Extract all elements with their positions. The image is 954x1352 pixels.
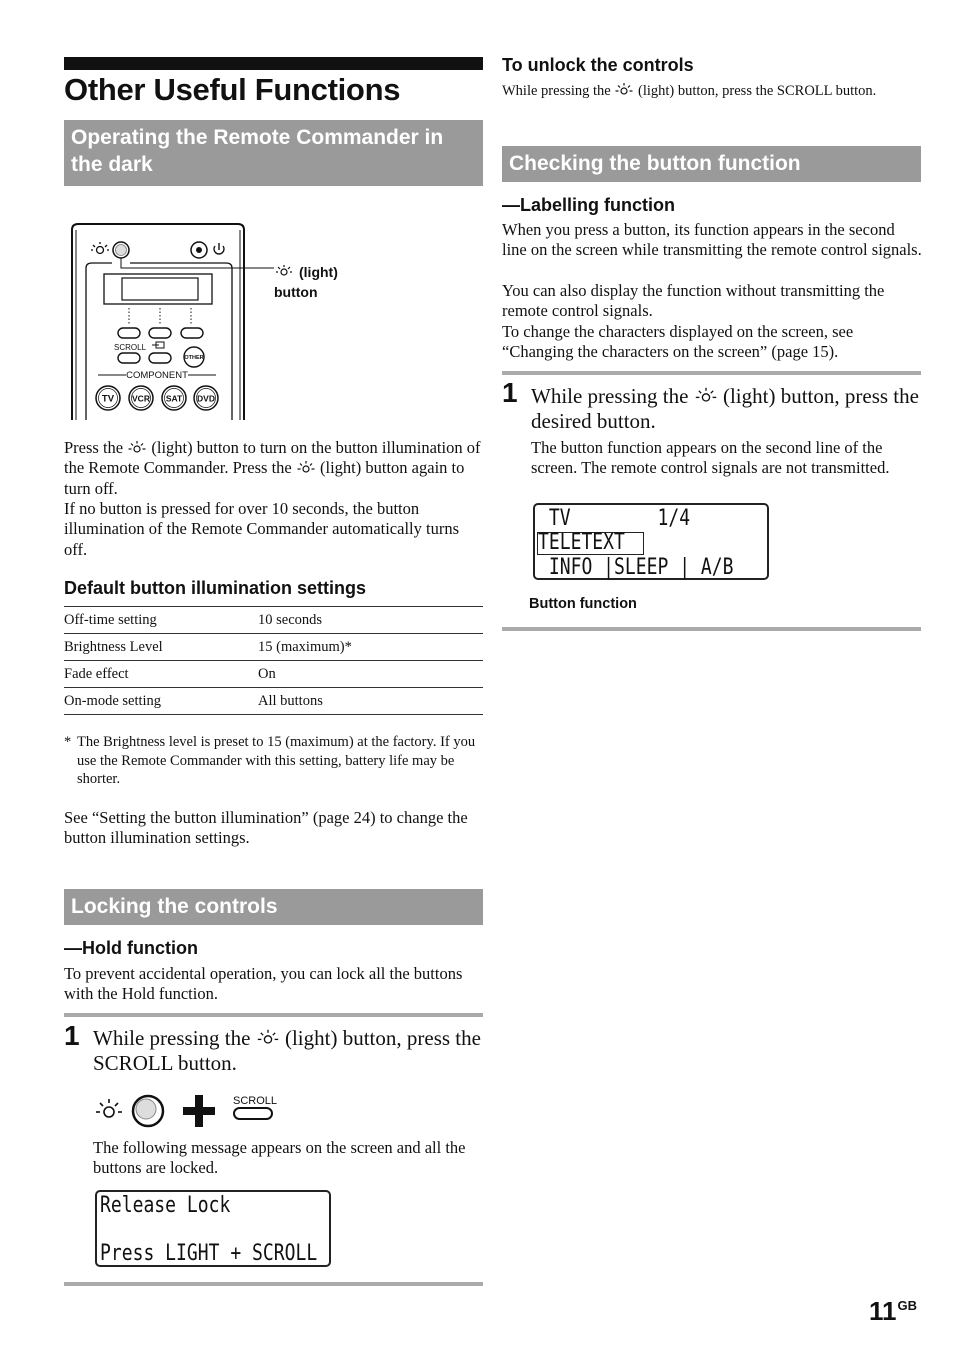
fig-btn-tv: TV (101, 393, 115, 405)
fig-btn-sat: SAT (165, 393, 183, 404)
lcd-caption: Button function (529, 596, 637, 612)
fig-other-label: OTHER (184, 355, 204, 361)
power-icon (214, 243, 224, 254)
scroll-label: SCROLL (233, 1095, 278, 1107)
label-light-icon (276, 265, 292, 275)
footnote-mark: * (64, 734, 72, 750)
footnote: The Brightness level is preset to 15 (maximum) at the factory. If you use the Remote Commander with this setting, battery life may be shorter. (77, 734, 476, 787)
divider (502, 371, 921, 375)
dark-para-1: Press the (light) button to turn on the button illumination of the Remote Commander. Press the (light) button again to turn off. (64, 438, 481, 498)
table-row: Brightness Level 15 (maximum)* (64, 634, 483, 661)
light-icon (614, 81, 634, 97)
lcd-line-2: TELETEXT (538, 530, 625, 555)
light-icon (91, 242, 109, 254)
check-para-1: When you press a button, its function appears in the second line on the screen while transmitting the remote control signals. (502, 220, 922, 260)
fig-button-label: button (274, 284, 318, 300)
unlock-text: While pressing the (light) button, press the SCROLL button. (502, 83, 877, 99)
labelling-subheading: —Labelling function (502, 195, 675, 215)
lcd-line-2: Press LIGHT + SCROLL (100, 1241, 318, 1266)
page-number: $11^{GB}$ (869, 1296, 917, 1326)
table-row: Fade effect On (64, 661, 483, 688)
fig-light-label: (light) (299, 264, 338, 280)
page-title: Other Useful Functions (64, 72, 401, 107)
check-step-text: While pressing the (light) button, press the desired button. (531, 384, 919, 433)
plus-icon (183, 1095, 215, 1127)
fig-scroll-label: SCROLL (114, 343, 147, 352)
see-para: See “Setting the button illumination” (page 24) to change the button illumination settings. (64, 808, 468, 848)
divider (64, 1013, 483, 1017)
light-icon (256, 1027, 280, 1047)
title-bar (64, 57, 483, 70)
light-icon (127, 439, 147, 455)
remote-illustration (64, 218, 364, 423)
fig-btn-vcr: VCR (132, 393, 150, 404)
input-icon (152, 342, 164, 348)
step-number: 1 (64, 1020, 80, 1051)
light-plus-scroll-figure (93, 1088, 283, 1132)
divider (64, 1282, 483, 1286)
fig-btn-dvd: DVD (197, 393, 215, 404)
section-heading-check: Checking the button function (502, 146, 921, 182)
section-heading-lock: Locking the controls (64, 889, 483, 925)
function-lcd (533, 503, 769, 580)
dark-para-2: If no button is pressed for over 10 seconds, the button illumination of the Remote Commander automatically turns off. (64, 499, 460, 559)
lcd-line-1: TV 1/4 (538, 506, 691, 531)
lock-step-text: While pressing the (light) button, press the SCROLL button. (93, 1026, 481, 1075)
table-row: Off-time setting 10 seconds (64, 607, 483, 634)
light-icon (694, 385, 718, 405)
lock-lcd (95, 1190, 331, 1267)
divider (502, 627, 921, 631)
light-icon (96, 1099, 122, 1117)
settings-table (64, 606, 483, 715)
lock-after: The following message appears on the screen and all the buttons are locked. (93, 1138, 466, 1178)
defaults-heading: Default button illumination settings (64, 578, 366, 598)
unlock-heading: To unlock the controls (502, 55, 694, 75)
section-heading-dark: Operating the Remote Commander in the dark (64, 120, 483, 186)
hold-subheading: —Hold function (64, 938, 198, 958)
lcd-line-1: Release Lock (100, 1193, 231, 1218)
hold-intro: To prevent accidental operation, you can lock all the buttons with the Hold function. (64, 964, 463, 1004)
check-para-2: You can also display the function without transmitting the remote control signals. (502, 281, 885, 321)
check-step-desc: The button function appears on the second line of the screen. The remote control signals are not transmitted. (531, 438, 890, 478)
step-number: 1 (502, 377, 518, 408)
table-row: On-mode setting All buttons (64, 688, 483, 715)
light-icon (296, 459, 316, 475)
scroll-button-icon (234, 1108, 272, 1119)
fig-component-label: COMPONENT (126, 370, 188, 381)
lcd-line-3: INFO |SLEEP | A/B (538, 555, 734, 580)
check-para-3: To change the characters displayed on the screen, see “Changing the characters on the screen” (page 15). (502, 322, 854, 362)
